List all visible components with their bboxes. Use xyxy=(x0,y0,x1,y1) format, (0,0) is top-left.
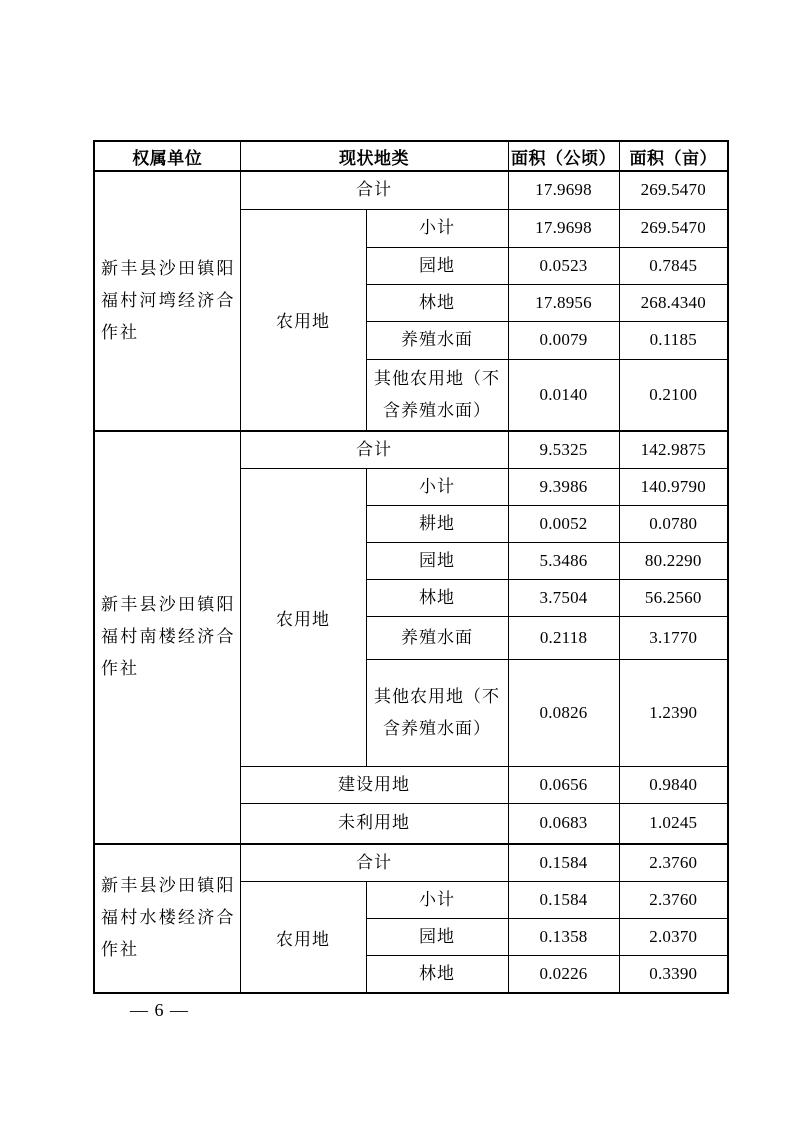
area-mu-cell: 0.3390 xyxy=(619,956,728,994)
land-type-cell: 小计 xyxy=(366,882,508,919)
area-mu-cell: 0.0780 xyxy=(619,506,728,543)
area-ha-cell: 0.0656 xyxy=(508,767,619,804)
land-type-cell: 合计 xyxy=(240,431,508,469)
area-mu-cell: 140.9790 xyxy=(619,469,728,506)
land-type-cell: 养殖水面 xyxy=(366,617,508,660)
category-cell: 农用地 xyxy=(240,882,366,994)
area-mu-cell: 80.2290 xyxy=(619,543,728,580)
area-ha-cell: 0.0079 xyxy=(508,321,619,359)
area-ha-cell: 17.9698 xyxy=(508,171,619,209)
area-mu-cell: 2.0370 xyxy=(619,919,728,956)
land-type-cell: 合计 xyxy=(240,844,508,882)
unit-cell: 新丰县沙田镇阳福村水楼经济合作社 xyxy=(94,844,240,994)
area-mu-cell: 269.5470 xyxy=(619,171,728,209)
area-ha-cell: 17.8956 xyxy=(508,284,619,321)
area-ha-cell: 9.5325 xyxy=(508,431,619,469)
area-mu-cell: 0.7845 xyxy=(619,247,728,284)
area-mu-cell: 0.9840 xyxy=(619,767,728,804)
area-ha-cell: 17.9698 xyxy=(508,209,619,247)
area-mu-cell: 268.4340 xyxy=(619,284,728,321)
area-mu-cell: 0.1185 xyxy=(619,321,728,359)
area-ha-cell: 0.0683 xyxy=(508,804,619,844)
land-type-cell: 园地 xyxy=(366,247,508,284)
unit-cell: 新丰县沙田镇阳福村河塆经济合作社 xyxy=(94,171,240,431)
land-type-cell: 其他农用地（不含养殖水面） xyxy=(366,660,508,767)
land-area-table xyxy=(93,140,729,994)
land-type-cell: 小计 xyxy=(366,469,508,506)
land-type-cell: 园地 xyxy=(366,543,508,580)
land-type-cell: 建设用地 xyxy=(240,767,508,804)
land-type-cell: 林地 xyxy=(366,956,508,994)
table-header-row xyxy=(94,141,728,171)
area-ha-cell: 0.0523 xyxy=(508,247,619,284)
table-row xyxy=(94,844,728,882)
land-type-cell: 养殖水面 xyxy=(366,321,508,359)
col-header-area-ha: 面积（公顷） xyxy=(508,141,619,171)
area-mu-cell: 2.3760 xyxy=(619,882,728,919)
area-ha-cell: 0.2118 xyxy=(508,617,619,660)
col-header-area-mu: 面积（亩） xyxy=(619,141,728,171)
col-header-unit: 权属单位 xyxy=(94,141,240,171)
land-type-cell: 小计 xyxy=(366,209,508,247)
table-row xyxy=(94,171,728,209)
area-mu-cell: 142.9875 xyxy=(619,431,728,469)
category-cell: 农用地 xyxy=(240,209,366,431)
area-ha-cell: 0.0140 xyxy=(508,359,619,431)
land-type-cell: 林地 xyxy=(366,284,508,321)
area-mu-cell: 269.5470 xyxy=(619,209,728,247)
area-ha-cell: 0.1584 xyxy=(508,844,619,882)
area-ha-cell: 0.0226 xyxy=(508,956,619,994)
area-mu-cell: 2.3760 xyxy=(619,844,728,882)
land-type-cell: 合计 xyxy=(240,171,508,209)
col-header-land-type: 现状地类 xyxy=(240,141,508,171)
land-type-cell: 其他农用地（不含养殖水面） xyxy=(366,359,508,431)
category-cell: 农用地 xyxy=(240,469,366,767)
area-ha-cell: 0.1358 xyxy=(508,919,619,956)
area-mu-cell: 0.2100 xyxy=(619,359,728,431)
land-type-cell: 耕地 xyxy=(366,506,508,543)
area-ha-cell: 9.3986 xyxy=(508,469,619,506)
unit-cell: 新丰县沙田镇阳福村南楼经济合作社 xyxy=(94,431,240,844)
area-mu-cell: 56.2560 xyxy=(619,580,728,617)
area-mu-cell: 1.0245 xyxy=(619,804,728,844)
area-mu-cell: 3.1770 xyxy=(619,617,728,660)
area-ha-cell: 0.0052 xyxy=(508,506,619,543)
page-number: — 6 — xyxy=(130,1000,189,1020)
land-type-cell: 林地 xyxy=(366,580,508,617)
area-ha-cell: 5.3486 xyxy=(508,543,619,580)
area-ha-cell: 0.1584 xyxy=(508,882,619,919)
area-mu-cell: 1.2390 xyxy=(619,660,728,767)
table-row xyxy=(94,431,728,469)
area-ha-cell: 0.0826 xyxy=(508,660,619,767)
land-type-cell: 未利用地 xyxy=(240,804,508,844)
land-type-cell: 园地 xyxy=(366,919,508,956)
area-ha-cell: 3.7504 xyxy=(508,580,619,617)
